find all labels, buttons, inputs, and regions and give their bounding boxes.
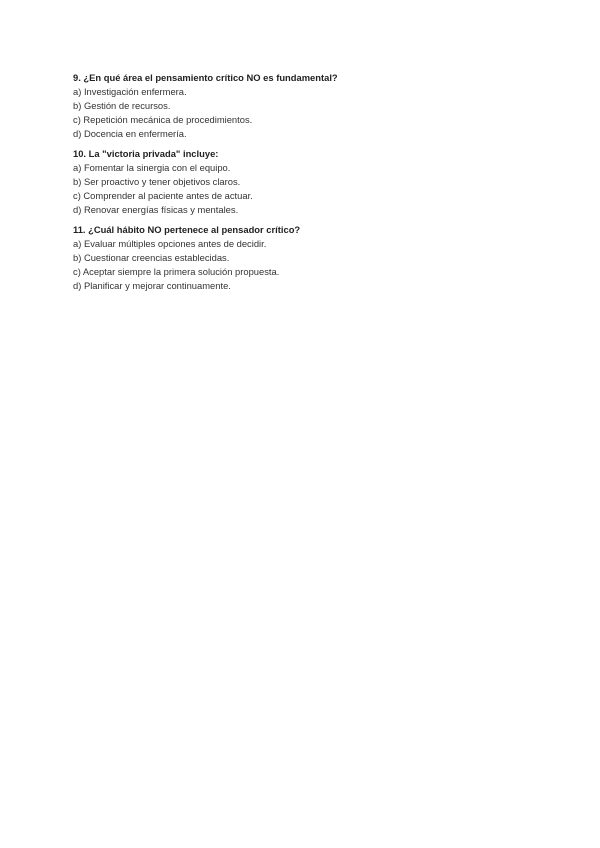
question-10: [73, 147, 553, 217]
question-title: 10. La "victoria privada" incluye:: [73, 148, 219, 159]
option-a: a) Fomentar la sinergia con el equipo.: [73, 162, 231, 173]
option-c: c) Comprender al paciente antes de actuar.: [73, 190, 253, 201]
option-d: d) Renovar energías físicas y mentales.: [73, 204, 239, 215]
option-b: b) Ser proactivo y tener objetivos claros.: [73, 176, 241, 187]
document-page: [73, 71, 553, 299]
option-list: [73, 237, 553, 293]
option-d: d) Planificar y mejorar continuamente.: [73, 280, 231, 291]
option-list: [73, 161, 553, 217]
option-c: c) Aceptar siempre la primera solución propuesta.: [73, 266, 280, 277]
question-title: 11. ¿Cuál hábito NO pertenece al pensador crítico?: [73, 224, 301, 235]
question-11: [73, 223, 553, 293]
option-list: [73, 85, 553, 141]
question-9: [73, 71, 553, 141]
option-a: a) Investigación enfermera.: [73, 86, 187, 97]
option-c: c) Repetición mecánica de procedimientos.: [73, 114, 253, 125]
option-a: a) Evaluar múltiples opciones antes de decidir.: [73, 238, 267, 249]
option-d: d) Docencia en enfermería.: [73, 128, 187, 139]
option-b: b) Gestión de recursos.: [73, 100, 171, 111]
option-b: b) Cuestionar creencias establecidas.: [73, 252, 230, 263]
question-title: 9. ¿En qué área el pensamiento crítico NO es fundamental?: [73, 72, 338, 83]
